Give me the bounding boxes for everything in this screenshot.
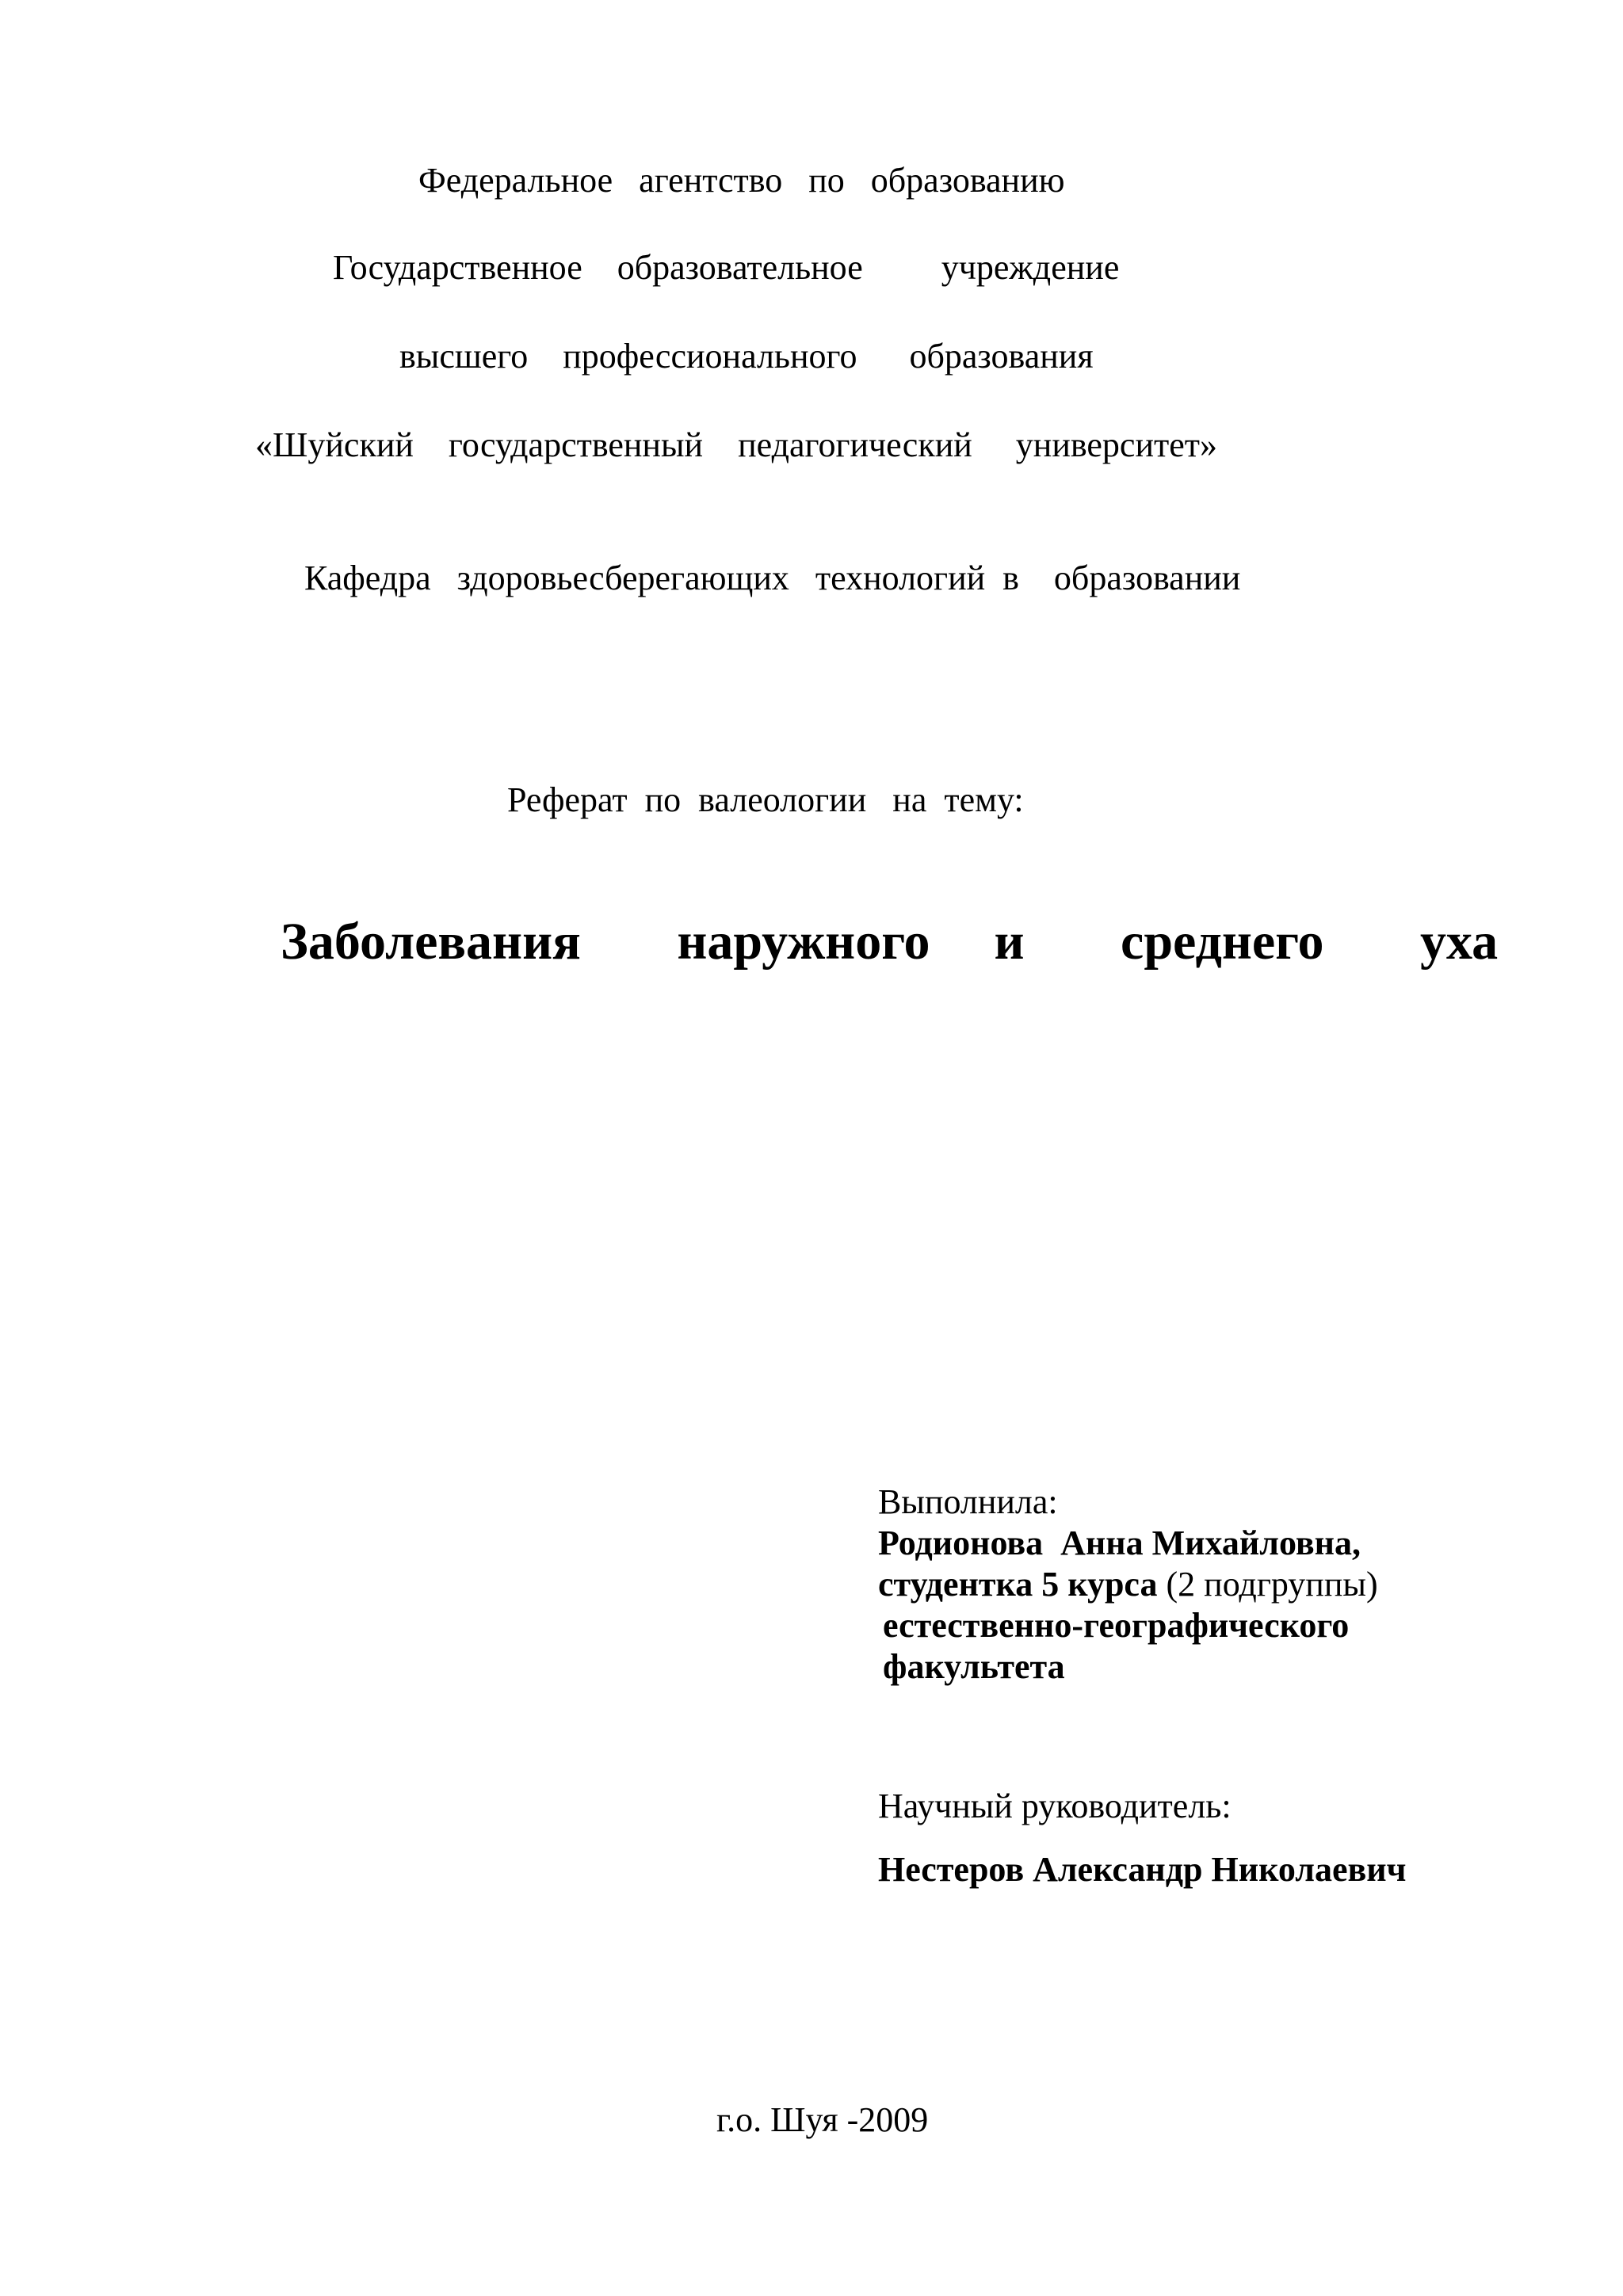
- author-course: [878, 1564, 1591, 1605]
- author-name: Родионова Анна Михайловна,: [878, 1524, 1361, 1562]
- document-title: Заболевания наружного и среднего уха: [281, 913, 1499, 971]
- supervisor-label: Научный руководитель:: [878, 1787, 1232, 1825]
- subject-line: Реферат по валеологии на тему:: [507, 780, 1024, 819]
- footer-place-year: г.о. Шуя -2009: [716, 2100, 929, 2139]
- supervisor-name: Нестеров Александр Николаевич: [878, 1850, 1407, 1889]
- header-line-education-level: высшего профессионального образования: [399, 337, 1094, 376]
- author-course-bold: студентка 5 курса: [878, 1565, 1158, 1604]
- author-faculty-line2: факультета: [883, 1647, 1065, 1686]
- supervisor-block: [878, 1786, 1591, 1890]
- author-course-rest: (2 подгруппы): [1157, 1565, 1378, 1604]
- author-label: Выполнила:: [878, 1482, 1058, 1521]
- header-line-agency: Федеральное агентство по образованию: [418, 161, 1065, 200]
- header-line-institution: Государственное образовательное учреждение: [333, 248, 1120, 287]
- author-block: [878, 1482, 1591, 1688]
- author-faculty-line1: естественно-географического: [883, 1606, 1350, 1645]
- header-line-department: Кафедра здоровьесберегающих технологий в образовании: [304, 559, 1241, 597]
- header-line-university: «Шуйский государственный педагогический университет»: [255, 425, 1217, 464]
